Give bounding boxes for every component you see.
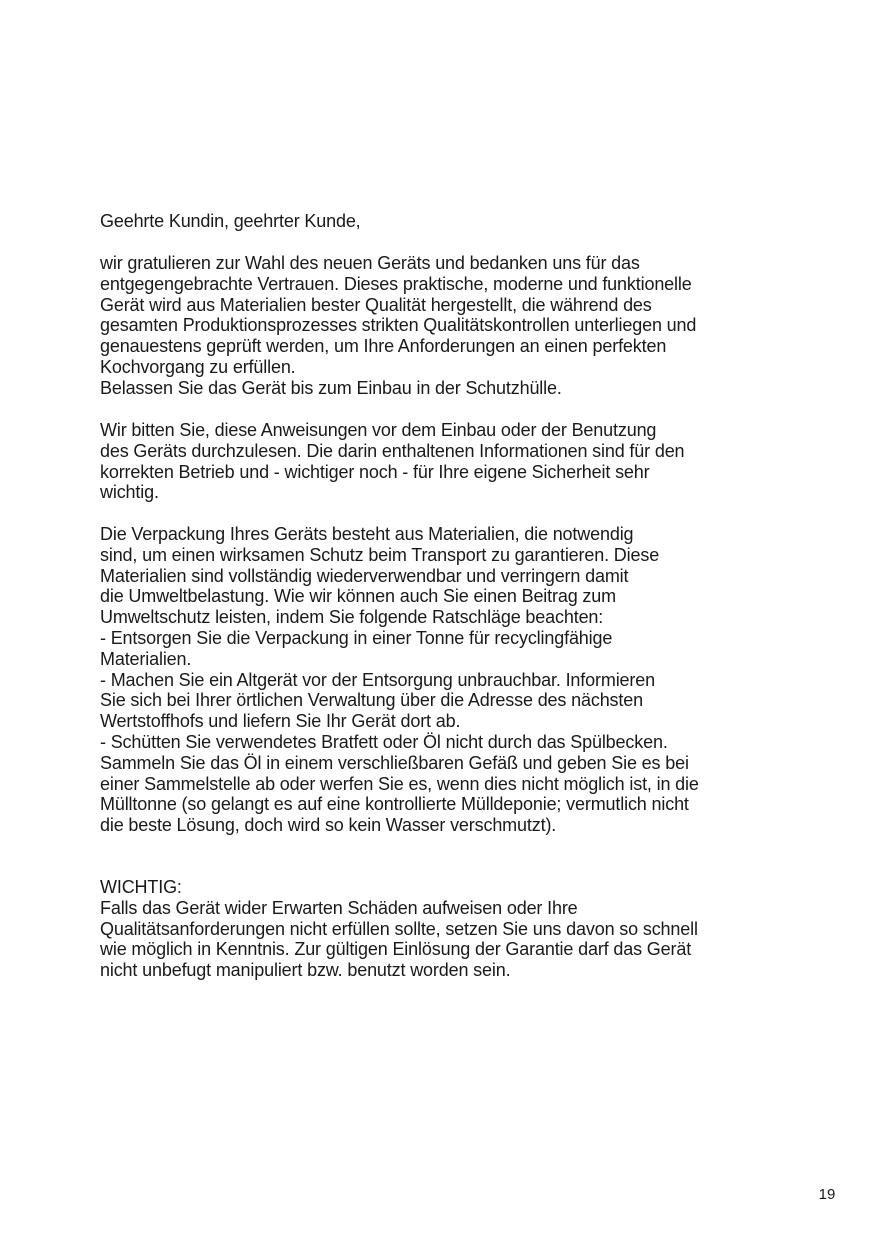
packaging-line: sind, um einen wirksamen Schutz beim Transport zu garantieren. Diese bbox=[100, 544, 660, 565]
packaging-line: - Machen Sie ein Altgerät vor der Entsorgung unbrauchbar. Informieren bbox=[100, 669, 655, 690]
important-line: Qualitätsanforderungen nicht erfüllen sollte, setzen Sie uns davon so schnell bbox=[100, 918, 698, 939]
intro-line: Kochvorgang zu erfüllen. bbox=[100, 356, 296, 377]
packaging-line: Sie sich bei Ihrer örtlichen Verwaltung über die Adresse des nächsten bbox=[100, 690, 643, 711]
intro-paragraph bbox=[100, 253, 790, 399]
instructions-line: Wir bitten Sie, diese Anweisungen vor dem Einbau oder der Benutzung bbox=[100, 420, 657, 440]
packaging-line: Wertstoffhofs und liefern Sie Ihr Gerät dort ab. bbox=[100, 711, 461, 732]
instructions-line: wichtig. bbox=[100, 482, 159, 503]
important-line: nicht unbefugt manipuliert bzw. benutzt worden sein. bbox=[100, 960, 511, 981]
packaging-line: die Umweltbelastung. Wie wir können auch Sie einen Beitrag zum bbox=[100, 586, 616, 607]
packaging-paragraph bbox=[100, 524, 790, 836]
page-number: 19 bbox=[818, 1186, 836, 1203]
packaging-line: Materialien. bbox=[100, 648, 192, 669]
greeting-heading bbox=[100, 211, 790, 232]
intro-line: Gerät wird aus Materialien bester Qualität hergestellt, die während des bbox=[100, 294, 652, 315]
intro-line: Belassen Sie das Gerät bis zum Einbau in der Schutzhülle. bbox=[100, 377, 562, 398]
important-notice bbox=[100, 877, 790, 981]
greeting-text: Geehrte Kundin, geehrter Kunde, bbox=[100, 211, 361, 231]
packaging-line: Die Verpackung Ihres Geräts besteht aus Materialien, die notwendig bbox=[100, 524, 634, 544]
important-line: Falls das Gerät wider Erwarten Schäden aufweisen oder Ihre bbox=[100, 897, 578, 918]
intro-line: wir gratulieren zur Wahl des neuen Geräts und bedanken uns für das bbox=[100, 253, 640, 273]
important-heading: WICHTIG: bbox=[100, 877, 182, 897]
packaging-line: die beste Lösung, doch wird so kein Wasser verschmutzt). bbox=[100, 815, 557, 836]
intro-line: gesamten Produktionsprozesses strikten Qualitätskontrollen unterliegen und bbox=[100, 315, 697, 336]
important-line: wie möglich in Kenntnis. Zur gültigen Einlösung der Garantie darf das Gerät bbox=[100, 939, 692, 960]
packaging-line: Sammeln Sie das Öl in einem verschließbaren Gefäß und geben Sie es bei bbox=[100, 752, 689, 773]
instructions-line: korrekten Betrieb und - wichtiger noch - für Ihre eigene Sicherheit sehr bbox=[100, 461, 650, 482]
instructions-line: des Geräts durchzulesen. Die darin enthaltenen Informationen sind für den bbox=[100, 440, 685, 461]
packaging-line: Materialien sind vollständig wiederverwendbar und verringern damit bbox=[100, 565, 629, 586]
packaging-line: - Schütten Sie verwendetes Bratfett oder Öl nicht durch das Spülbecken. bbox=[100, 731, 668, 752]
intro-line: genauestens geprüft werden, um Ihre Anforderungen an einen perfekten bbox=[100, 336, 667, 357]
instructions-paragraph bbox=[100, 420, 790, 503]
packaging-line: - Entsorgen Sie die Verpackung in einer Tonne für recyclingfähige bbox=[100, 627, 613, 648]
packaging-line: Umweltschutz leisten, indem Sie folgende Ratschläge beachten: bbox=[100, 607, 604, 628]
packaging-line: Mülltonne (so gelangt es auf eine kontrollierte Mülldeponie; vermutlich nicht bbox=[100, 794, 689, 815]
intro-line: entgegengebrachte Vertrauen. Dieses praktische, moderne und funktionelle bbox=[100, 273, 692, 294]
packaging-line: einer Sammelstelle ab oder werfen Sie es, wenn dies nicht möglich ist, in die bbox=[100, 773, 699, 794]
